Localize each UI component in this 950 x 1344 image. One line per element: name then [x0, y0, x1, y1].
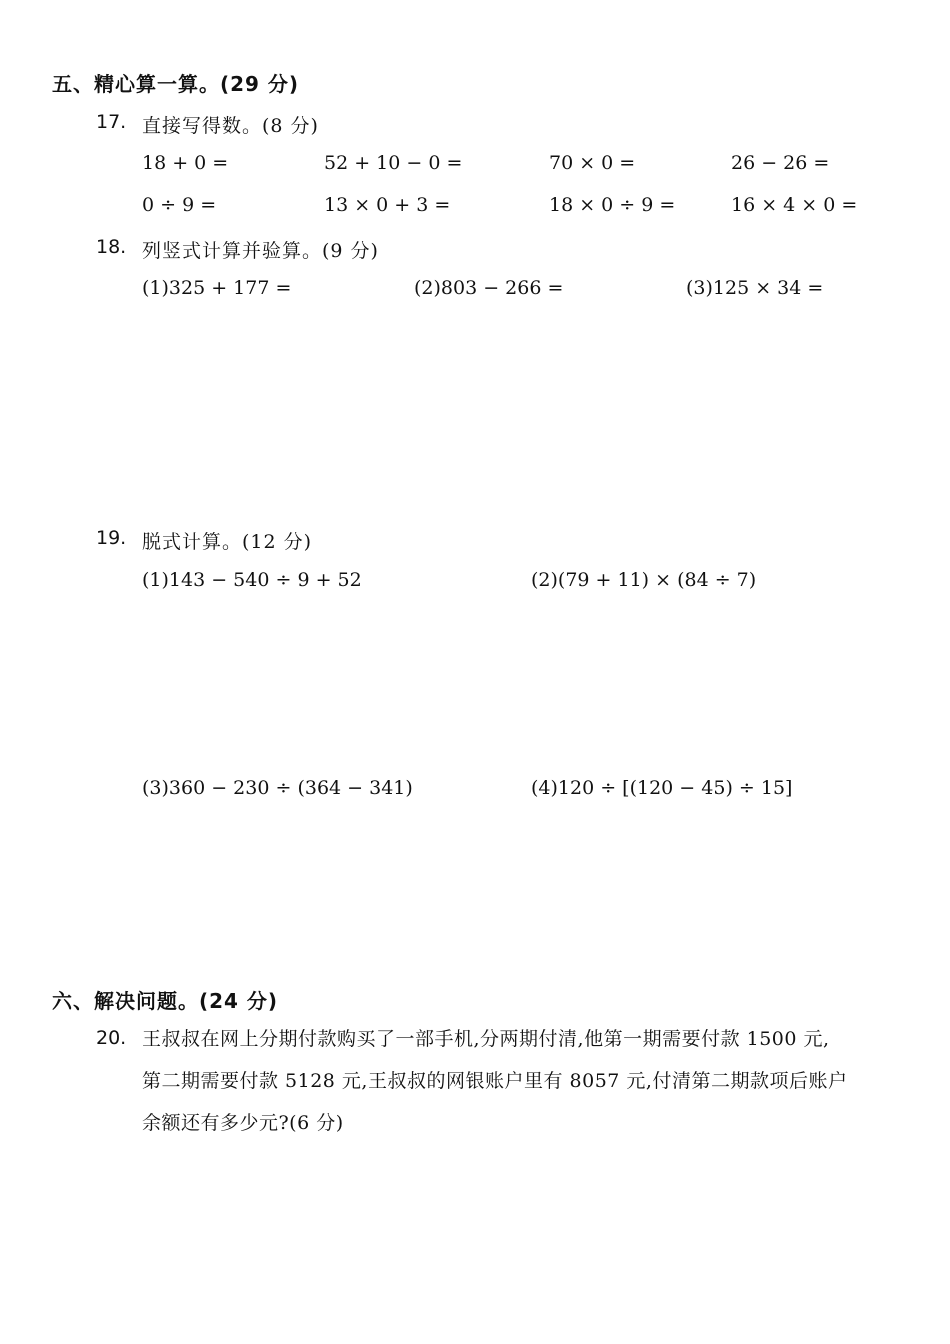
- q20-line-1: 王叔叔在网上分期付款购买了一部手机,分两期付清,他第一期需要付款 1500 元,: [142, 1028, 830, 1050]
- q19-item-2: (2)(79 + 11) × (84 ÷ 7): [531, 569, 757, 591]
- q20-number: 20.: [96, 1027, 127, 1049]
- q19-item-3: (3)360 − 230 ÷ (364 − 341): [142, 777, 413, 799]
- q17-expr-8: 16 × 4 × 0 =: [731, 194, 858, 216]
- q18-number: 18.: [96, 236, 127, 258]
- section-6-title: 六、解决问题。(24 分): [52, 989, 279, 1013]
- q17-instruction: 直接写得数。(8 分): [142, 115, 319, 137]
- q17-expr-1: 18 + 0 =: [142, 152, 229, 174]
- q19-item-4: (4)120 ÷ [(120 − 45) ÷ 15]: [531, 777, 793, 799]
- section-5-title: 五、精心算一算。(29 分): [52, 72, 300, 96]
- q17-expr-6: 13 × 0 + 3 =: [324, 194, 451, 216]
- q19-number: 19.: [96, 527, 127, 549]
- q18-item-2: (2)803 − 266 =: [414, 277, 564, 299]
- q20-line-2: 第二期需要付款 5128 元,王叔叔的网银账户里有 8057 元,付清第二期款项后账户: [142, 1070, 848, 1092]
- q17-expr-2: 52 + 10 − 0 =: [324, 152, 463, 174]
- q17-expr-7: 18 × 0 ÷ 9 =: [549, 194, 676, 216]
- q17-expr-3: 70 × 0 =: [549, 152, 636, 174]
- q19-item-1: (1)143 − 540 ÷ 9 + 52: [142, 569, 362, 591]
- q19-instruction: 脱式计算。(12 分): [142, 531, 313, 553]
- q17-expr-5: 0 ÷ 9 =: [142, 194, 217, 216]
- q17-expr-4: 26 − 26 =: [731, 152, 830, 174]
- q17-number: 17.: [96, 111, 127, 133]
- q18-item-1: (1)325 + 177 =: [142, 277, 292, 299]
- q18-instruction: 列竖式计算并验算。(9 分): [142, 240, 379, 262]
- q20-line-3: 余额还有多少元?(6 分): [142, 1112, 344, 1134]
- q18-item-3: (3)125 × 34 =: [686, 277, 824, 299]
